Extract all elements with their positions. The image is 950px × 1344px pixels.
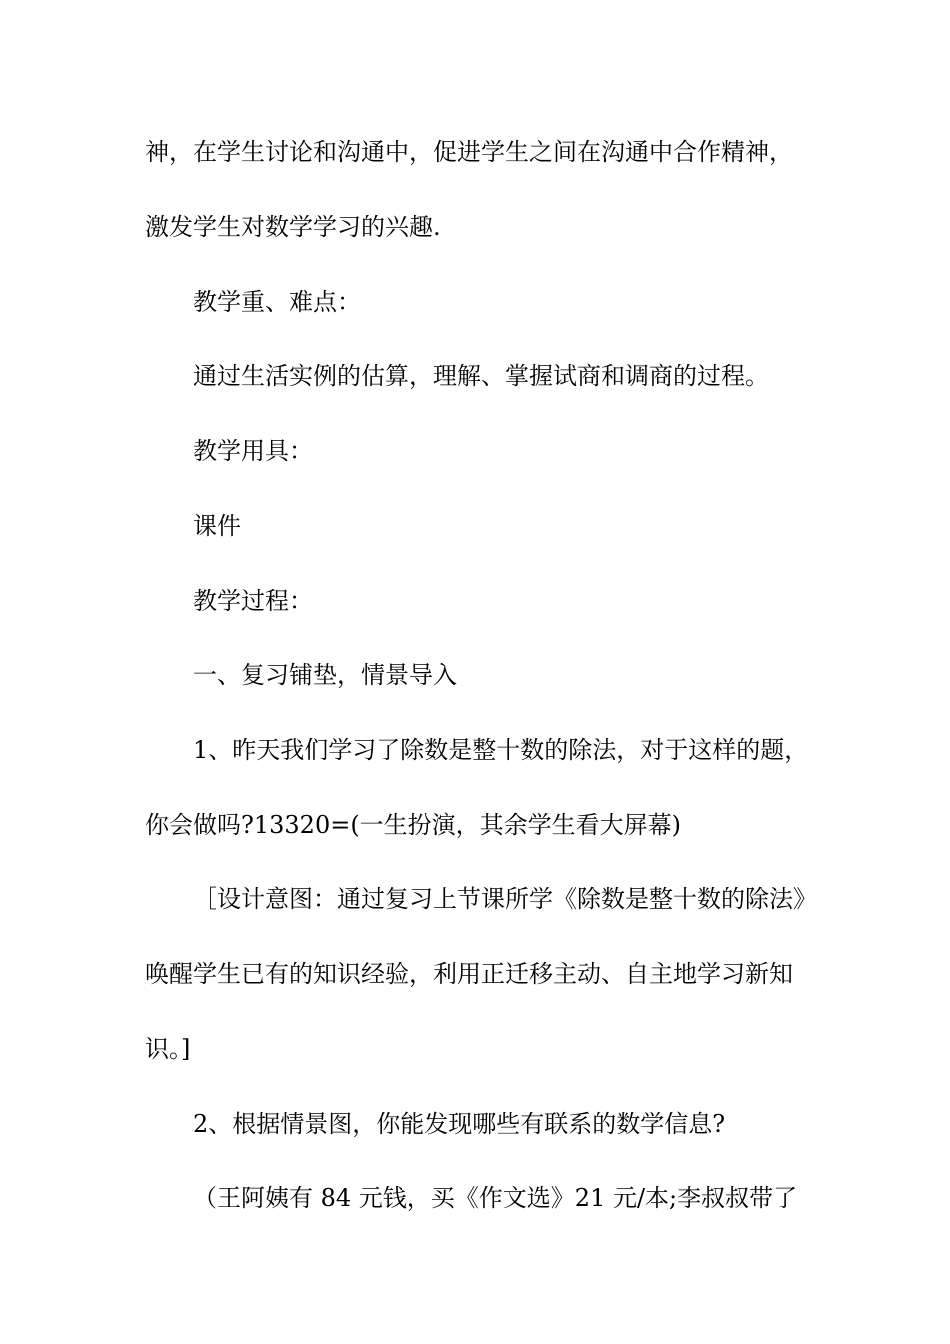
paragraph-item-2-detail: （王阿姨有 84 元钱，买《作文选》21 元/本;李叔叔带了 — [193, 1184, 798, 1212]
paragraph-item-1-line-1: 1、昨天我们学习了除数是整十数的除法，对于这样的题， — [193, 736, 809, 764]
paragraph-line-1: 神，在学生讨论和沟通中，促进学生之间在沟通中合作精神， — [145, 138, 793, 166]
design-intent-line-1: ［设计意图：通过复习上节课所学《除数是整十数的除法》 — [193, 885, 817, 913]
section-heading-key-points: 教学重、难点： — [193, 288, 361, 316]
design-intent-line-3: 识。] — [145, 1035, 191, 1063]
subsection-heading-review: 一、复习铺垫，情景导入 — [193, 661, 457, 689]
section-heading-teaching-tools: 教学用具： — [193, 437, 313, 465]
paragraph-item-1-line-2: 你会做吗?13320=(一生扮演，其余学生看大屏幕) — [145, 811, 682, 839]
design-intent-line-2: 唤醒学生已有的知识经验，利用正迁移主动、自主地学习新知 — [145, 960, 793, 988]
paragraph-key-points: 通过生活实例的估算，理解、掌握试商和调商的过程。 — [193, 362, 769, 390]
paragraph-teaching-tools: 课件 — [193, 512, 241, 540]
paragraph-line-2: 激发学生对数学学习的兴趣. — [145, 213, 441, 241]
paragraph-item-2: 2、根据情景图，你能发现哪些有联系的数学信息? — [193, 1110, 726, 1138]
section-heading-teaching-process: 教学过程： — [193, 587, 313, 615]
